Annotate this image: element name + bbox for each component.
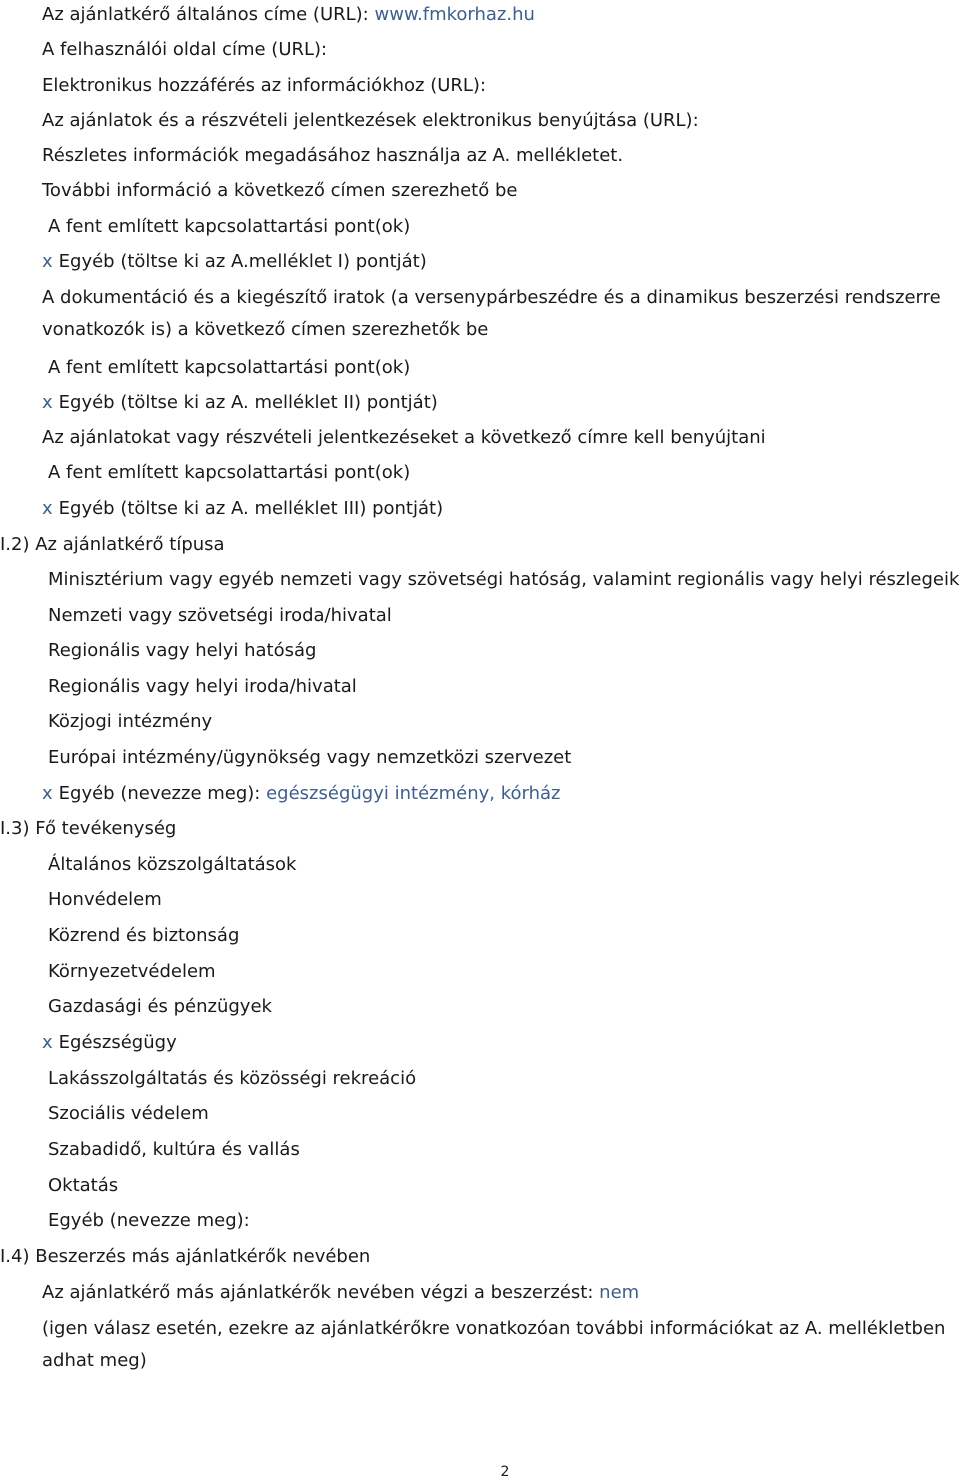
docs-option-contact: A fent említett kapcsolattartási pont(ok): [48, 357, 411, 378]
authority-type-item: Közjogi intézmény: [48, 711, 213, 732]
activity-item: Szabadidő, kultúra és vallás: [48, 1139, 300, 1160]
activity-item-selected-label: Egészségügy: [58, 1032, 177, 1053]
checked-mark: x: [42, 251, 53, 272]
activity-item: Közrend és biztonság: [48, 925, 240, 946]
activity-item-selected: [42, 1032, 177, 1054]
on-behalf-note: (igen válasz esetén, ezekre az ajánlatkérőkre vonatkozóan további információkat az A. mellékletben adhat meg): [42, 1318, 946, 1371]
section-heading-i2: I.2) Az ajánlatkérő típusa: [0, 534, 225, 555]
section-heading-i4: I.4) Beszerzés más ajánlatkérők nevében: [0, 1246, 371, 1267]
docs-option-other: [42, 392, 438, 414]
further-info-option-other: [42, 251, 427, 273]
checked-mark: x: [42, 498, 53, 519]
submit-option-other-label: Egyéb (töltse ki az A. melléklet III) pontját): [58, 498, 444, 519]
docs-option-other-label: Egyéb (töltse ki az A. melléklet II) pontját): [58, 392, 438, 413]
authority-type-other: [42, 783, 560, 805]
activity-item: Gazdasági és pénzügyek: [48, 996, 272, 1017]
activity-item: Lakásszolgáltatás és közösségi rekreáció: [48, 1068, 417, 1089]
checked-mark: x: [42, 783, 53, 804]
activity-item: Környezetvédelem: [48, 961, 216, 982]
authority-type-item: Regionális vagy helyi hatóság: [48, 640, 317, 661]
general-address-line: [42, 4, 535, 26]
on-behalf-question-label: Az ajánlatkérő más ajánlatkérők nevében végzi a beszerzést:: [42, 1282, 594, 1303]
activity-item: Szociális védelem: [48, 1103, 209, 1124]
checked-mark: x: [42, 392, 53, 413]
authority-type-other-label: Egyéb (nevezze meg):: [58, 783, 261, 804]
docs-heading: A dokumentáció és a kiegészítő iratok (a versenypárbeszédre és a dinamikus beszerzési rendszerre vonatkozók is) a következő címen szerezhetők be: [42, 287, 941, 340]
details-note: Részletes információk megadásához használja az A. mellékletet.: [42, 145, 624, 166]
checked-mark: x: [42, 1032, 53, 1053]
electronic-access-line: Elektronikus hozzáférés az információkhoz (URL):: [42, 75, 487, 96]
on-behalf-question: [42, 1282, 639, 1304]
page-number: 2: [500, 1464, 510, 1480]
submit-option-contact: A fent említett kapcsolattartási pont(ok): [48, 462, 411, 483]
further-info-heading: További információ a következő címen szerezhető be: [42, 180, 518, 201]
activity-item: Általános közszolgáltatások: [48, 854, 297, 875]
general-address-label: Az ajánlatkérő általános címe (URL):: [42, 4, 369, 25]
activity-item: Egyéb (nevezze meg):: [48, 1210, 250, 1231]
further-info-option-contact: A fent említett kapcsolattartási pont(ok): [48, 216, 411, 237]
authority-type-item: Európai intézmény/ügynökség vagy nemzetközi szervezet: [48, 747, 572, 768]
authority-type-other-value: egészségügyi intézmény, kórház: [266, 783, 561, 804]
authority-type-item: Minisztérium vagy egyéb nemzeti vagy szövetségi hatóság, valamint regionális vagy helyi részlegeik: [48, 569, 960, 590]
on-behalf-answer: nem: [599, 1282, 640, 1303]
submit-option-other: [42, 498, 443, 520]
further-info-option-other-label: Egyéb (töltse ki az A.melléklet I) pontját): [58, 251, 427, 272]
authority-type-item: Regionális vagy helyi iroda/hivatal: [48, 676, 357, 697]
submit-heading: Az ajánlatokat vagy részvételi jelentkezéseket a következő címre kell benyújtani: [42, 427, 766, 448]
authority-type-item: Nemzeti vagy szövetségi iroda/hivatal: [48, 605, 392, 626]
buyer-profile-line: A felhasználói oldal címe (URL):: [42, 39, 328, 60]
section-heading-i3: I.3) Fő tevékenység: [0, 818, 177, 839]
electronic-submission-line: Az ajánlatok és a részvételi jelentkezések elektronikus benyújtása (URL):: [42, 110, 699, 131]
activity-item: Honvédelem: [48, 889, 162, 910]
activity-item: Oktatás: [48, 1175, 119, 1196]
general-address-value[interactable]: www.fmkorhaz.hu: [374, 4, 535, 25]
